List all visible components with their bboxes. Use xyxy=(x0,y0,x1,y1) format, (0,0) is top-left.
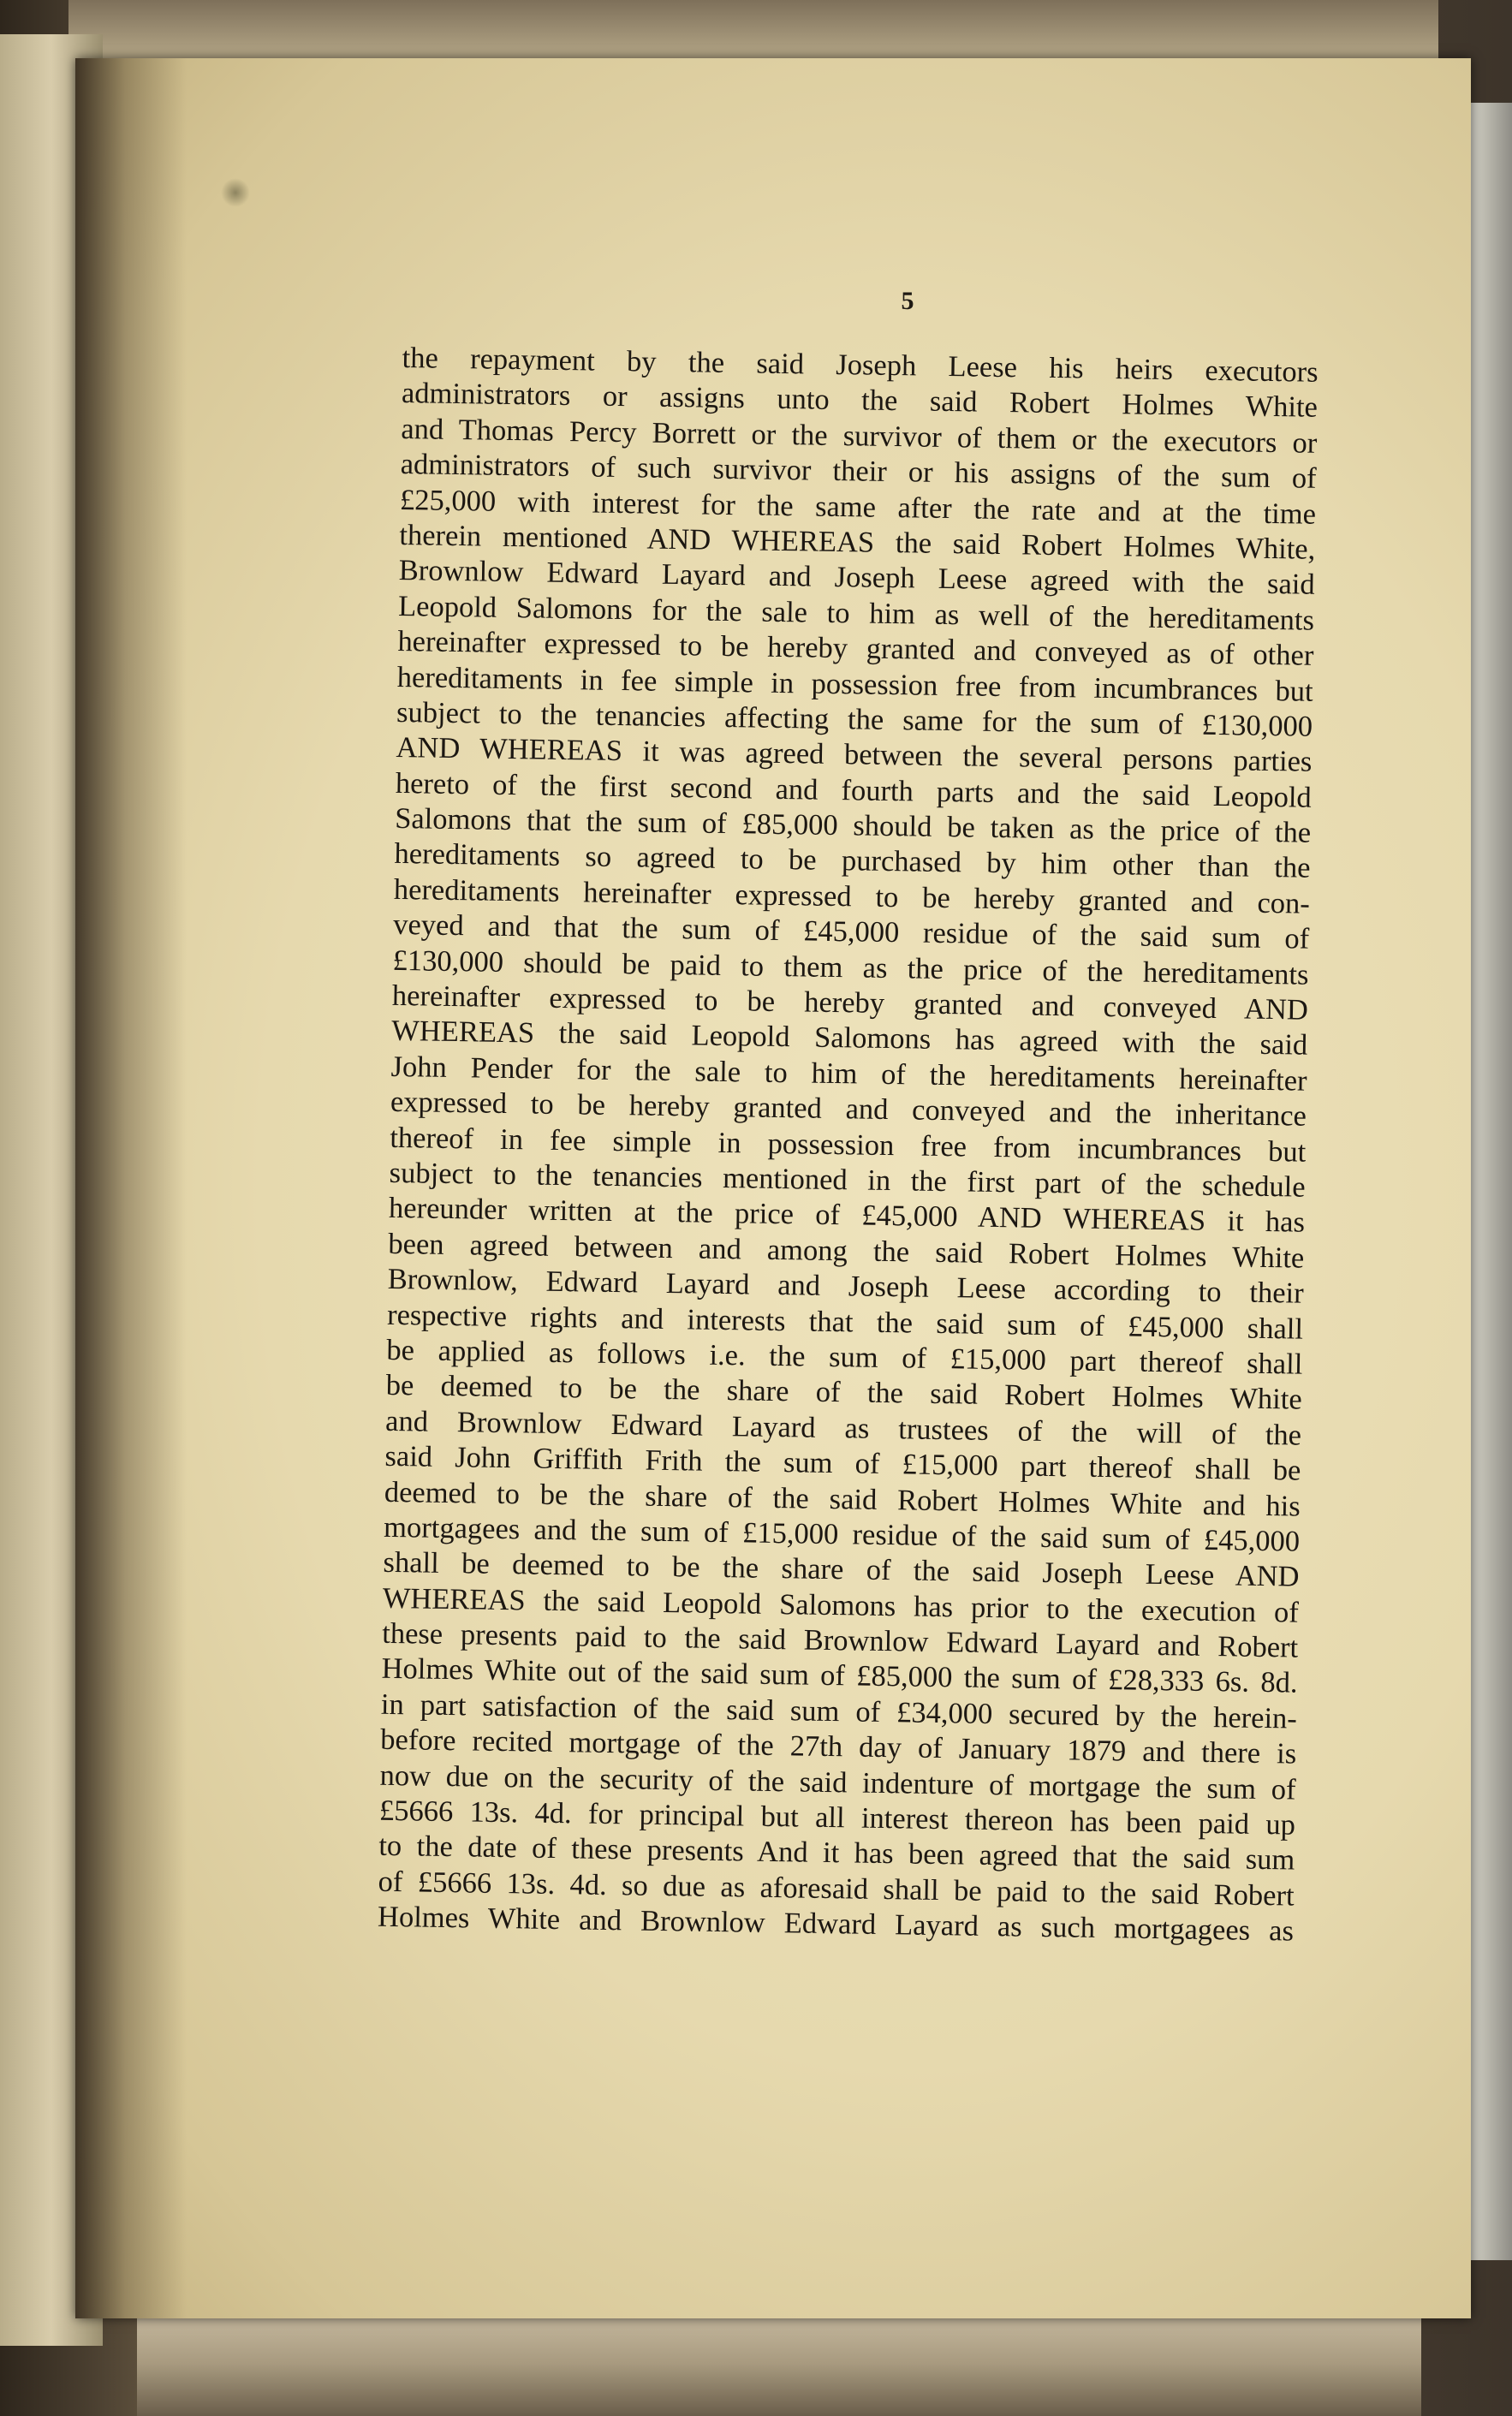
text-line: respective rights and interests that the said sum of £45,000 shall xyxy=(386,1298,1304,1346)
text-line: thereof in fee simple in possession free from incumbrances but xyxy=(390,1121,1307,1169)
text-line: these presents paid to the said Brownlow Edward Layard and Robert xyxy=(381,1616,1299,1664)
text-line: expressed to be hereby granted and conveyed and the inheritance xyxy=(390,1086,1307,1133)
text-line: be deemed to be the share of the said Robert Holmes White xyxy=(385,1369,1302,1416)
top-paper-edge xyxy=(68,0,1438,60)
document-body-text xyxy=(378,341,1319,1949)
text-line: mortgagees and the sum of £15,000 residue of the said sum of £45,000 xyxy=(383,1510,1301,1558)
text-line: Holmes White and Brownlow Edward Layard as such mortgagees as xyxy=(377,1900,1295,1948)
text-line: Salomons that the sum of £85,000 should be taken as the price of the xyxy=(394,802,1312,849)
text-line: hereunder written at the price of £45,000 AND WHEREAS it has xyxy=(388,1192,1306,1240)
text-line: AND WHEREAS it was agreed between the several persons parties xyxy=(396,731,1313,779)
text-line: subject to the tenancies mentioned in the first part of the schedule xyxy=(389,1156,1306,1204)
text-line: be applied as follows i.e. the sum of £15,000 part thereof shall xyxy=(386,1333,1303,1381)
text-line: in part satisfaction of the said sum of £34,000 secured by the herein- xyxy=(380,1687,1298,1735)
text-line: hereditaments hereinafter expressed to be hereby granted and con- xyxy=(393,872,1311,920)
bottom-paper-edge xyxy=(137,2312,1421,2416)
text-line: of £5666 13s. 4d. so due as aforesaid shall be paid to the said Robert xyxy=(378,1865,1295,1913)
text-line: veyed and that the sum of £45,000 residue of the said sum of xyxy=(392,908,1310,955)
page-gutter-shadow xyxy=(75,58,187,2318)
text-line: before recited mortgage of the 27th day of January 1879 and there is xyxy=(380,1723,1297,1770)
text-line: £25,000 with interest for the same after the rate and at the time xyxy=(399,483,1317,531)
text-line: deemed to be the share of the said Robert Holmes White and his xyxy=(384,1475,1301,1523)
text-line: and Brownlow Edward Layard as trustees of the will of the xyxy=(384,1404,1302,1452)
text-line: to the date of these presents And it has been agreed that the said sum xyxy=(378,1830,1295,1877)
text-line: the repayment by the said Joseph Leese his heirs executors xyxy=(402,341,1319,389)
text-line: £130,000 should be paid to them as the price of the hereditaments xyxy=(392,943,1309,991)
text-line: hereinafter expressed to be hereby granted and conveyed AND xyxy=(391,979,1309,1027)
text-line: said John Griffith Frith the sum of £15,000 part thereof shall be xyxy=(384,1439,1301,1487)
text-line: hereditaments so agreed to be purchased by him other than the xyxy=(394,837,1311,885)
text-line: WHEREAS the said Leopold Salomons has agreed with the said xyxy=(391,1015,1308,1062)
text-line: administrators or assigns unto the said Robert Holmes White xyxy=(401,377,1319,425)
text-line: WHEREAS the said Leopold Salomons has prior to the execution of xyxy=(382,1581,1300,1629)
text-line: Brownlow Edward Layard and Joseph Leese agreed with the said xyxy=(398,554,1315,602)
text-line: administrators of such survivor their or his assigns of the sum of xyxy=(400,448,1317,495)
text-line: subject to the tenancies affecting the same for the sum of £130,000 xyxy=(396,695,1313,743)
page-number: 5 xyxy=(901,287,914,315)
paper-stain xyxy=(221,178,250,207)
text-line: hereto of the first second and fourth parts and the said Leopold xyxy=(395,766,1313,814)
text-line: therein mentioned AND WHEREAS the said Robert Holmes White, xyxy=(399,518,1316,566)
text-line: Leopold Salomons for the sale to him as well of the hereditaments xyxy=(397,589,1315,637)
text-line: Holmes White out of the said sum of £85,000 the sum of £28,333 6s. 8d. xyxy=(381,1652,1298,1700)
text-line: John Pender for the sale to him of the hereditaments hereinafter xyxy=(390,1050,1307,1098)
text-line: shall be deemed to be the share of the said Joseph Leese AND xyxy=(383,1546,1300,1593)
text-line: Brownlow, Edward Layard and Joseph Leese according to their xyxy=(387,1263,1304,1310)
text-line: been agreed between and among the said Robert Holmes White xyxy=(388,1227,1305,1275)
text-line: now due on the security of the said indenture of mortgage the sum of xyxy=(379,1758,1296,1806)
text-line: hereditaments in fee simple in possession free from incumbrances but xyxy=(396,660,1314,708)
text-line: £5666 13s. 4d. for principal but all interest thereon has been paid up xyxy=(378,1794,1296,1842)
text-line: and Thomas Percy Borrett or the survivor of them or the executors or xyxy=(401,412,1318,460)
text-line: hereinafter expressed to be hereby granted and conveyed as of other xyxy=(397,625,1314,672)
